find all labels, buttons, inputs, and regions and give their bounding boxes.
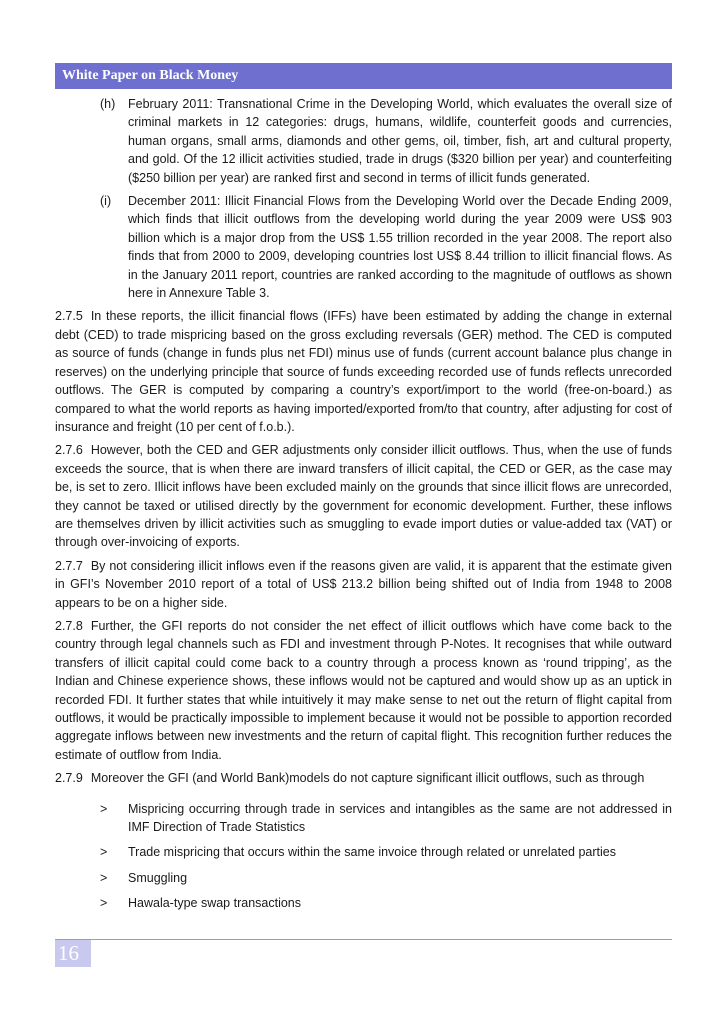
document-title: White Paper on Black Money xyxy=(62,68,239,83)
paragraph-number: 2.7.7 xyxy=(55,558,83,573)
footer-divider xyxy=(55,939,672,940)
paragraph-2-7-5 xyxy=(55,307,672,436)
paragraph-text: Moreover the GFI (and World Bank)models do not capture significant illicit outflows, such as through xyxy=(90,771,645,786)
bullet-text: Mispricing occurring through trade in services and intangibles as the same are not addressed in IMF Direction of Trade Statistics xyxy=(128,801,672,835)
paragraph-2-7-6 xyxy=(55,441,672,551)
bullet-item xyxy=(55,843,672,861)
paragraph-text: However, both the CED and GER adjustments only consider illicit outflows. Thus, when the use of funds exceeds the source, that is when there are inward transfers of illicit capital, the CED or GER, as the case may be, is set to zero. Illicit inflows have been excluded mainly on the grounds that since illicit flows are unrecorded, they cannot be taxed or utilised directly by the government for economic development. Further, these inflows are themselves driven by illicit activities such as smuggling to evade import duties or value-added tax (VAT) or through over-invoicing of exports. xyxy=(55,443,672,550)
bullet-marker: > xyxy=(100,896,108,911)
list-item xyxy=(55,192,672,302)
bullet-text: Trade mispricing that occurs within the same invoice through related or unrelated parties xyxy=(128,845,616,860)
bullet-item xyxy=(55,800,672,837)
paragraph-text: Further, the GFI reports do not consider the net effect of illicit outflows which have come back to the country through legal channels such as FDI and investment through P-Notes. It recognises that while outward transfers of illicit capital could come back to a country through a process known as ‘round tripping’, as the Indian and Chinese experience shows, these inflows would not be captured and would show up as an uptick in recorded FDI. It further states that while intuitively it may make sense to net out the return of flight capital from outflows, it would be practically impossible to implement because it would not be possible to apportion recorded aggregate inflows between new investments and the return of capital flight. This recognition further reduces the estimate of outflow from India. xyxy=(55,618,672,762)
page-number-box xyxy=(55,940,91,967)
page-number: 16 xyxy=(58,941,79,965)
bullet-text: Hawala-type swap transactions xyxy=(128,896,301,911)
bullet-item xyxy=(55,869,672,887)
paragraph-number: 2.7.9 xyxy=(55,771,83,786)
paragraph-number: 2.7.5 xyxy=(55,309,83,324)
paragraph-text: In these reports, the illicit financial flows (IFFs) have been estimated by adding the change in external debt (CED) to trade mispricing based on the gross excluding reversals (GER) method. The CED is computed as source of funds (change in funds plus net FDI) minus use of funds (current account balance plus change in reserves) on the underlying principle that source of funds exceeding recorded use of funds reflects unrecorded outflows. The GER is computed by comparing a country’s export/import to the world (free-on-board.) as compared to what the world reports as having imported/exported from/to that country, after adjusting for cost of insurance and freight (10 per cent of f.o.b.). xyxy=(55,309,672,434)
list-item-text: February 2011: Transnational Crime in the Developing World, which evaluates the overall size of criminal markets in 12 categories: drugs, humans, wildlife, counterfeit goods and currencies, human organs, small arms, diamonds and other gems, oil, timber, fish, art and cultural property, and gold. Of the 12 illicit activities studied, trade in drugs ($320 billion per year) and counterfeiting ($250 billion per year) are ranked first and second in terms of illicit funds generated. xyxy=(128,97,672,185)
paragraph-2-7-9 xyxy=(55,769,672,787)
page-content xyxy=(55,95,672,920)
bullet-marker: > xyxy=(100,870,108,885)
list-item xyxy=(55,95,672,187)
paragraph-number: 2.7.6 xyxy=(55,443,83,458)
paragraph-number: 2.7.8 xyxy=(55,618,83,633)
list-marker: (i) xyxy=(100,194,112,209)
header-bar xyxy=(55,63,672,89)
bullet-item xyxy=(55,894,672,912)
bullet-marker: > xyxy=(100,845,108,860)
paragraph-2-7-7 xyxy=(55,557,672,612)
paragraph-2-7-8 xyxy=(55,617,672,764)
list-marker: (h) xyxy=(100,97,116,111)
list-item-text: December 2011: Illicit Financial Flows from the Developing World over the Decade Ending 2009, which finds that illicit outflows from the developing world during the year 2009 were US$ 903 billion which is a major drop from the US$ 1.55 trillion recorded in the year 2008. The report also finds that from 2000 to 2009, developing countries lost US$ 8.44 trillion to illicit financial flows. As in the January 2011 report, countries are ranked according to the magnitude of outflows as shown here in Annexure Table 3. xyxy=(128,194,672,301)
paragraph-text: By not considering illicit inflows even if the reasons given are valid, it is apparent that the estimate given in GFI’s November 2010 report of a total of US$ 213.2 billion being shifted out of India from 1948 to 2008 appears to be on a higher side. xyxy=(55,558,672,610)
bullet-marker: > xyxy=(100,801,108,816)
bullet-text: Smuggling xyxy=(128,870,188,885)
